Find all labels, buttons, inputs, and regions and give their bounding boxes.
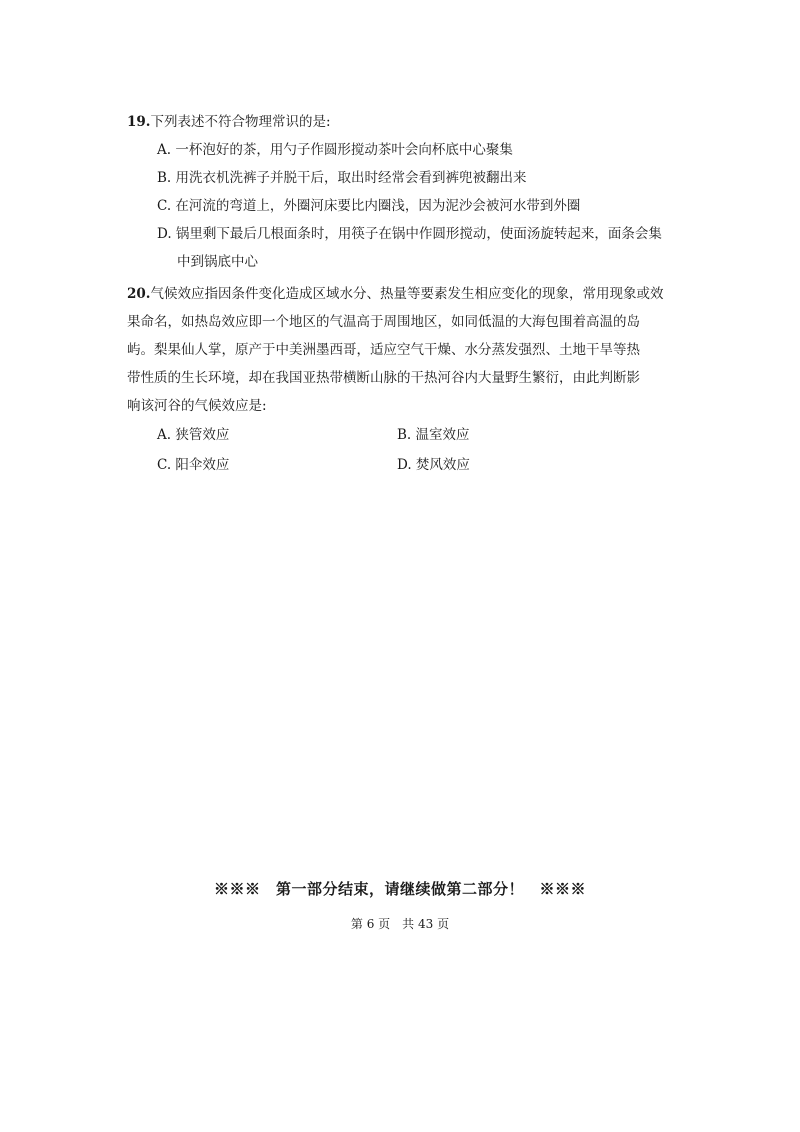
question-20-text-line-3: 屿。梨果仙人掌，原产于中美洲墨西哥，适应空气干燥、水分蒸发强烈、土地干旱等热 [127, 342, 640, 358]
question-20 [127, 280, 667, 480]
question-19-number: 19. [127, 114, 151, 130]
question-20-stem-line [127, 280, 667, 308]
question-19-stem [127, 108, 667, 136]
page-number-footer: 第 6 页 共 43 页 [350, 917, 450, 931]
question-19 [127, 108, 667, 276]
question-20-text-line-5: 响该河谷的气候效应是: [127, 398, 267, 414]
question-19-option-d: D. 锅里剩下最后几根面条时，用筷子在锅中作圆形搅动，使面汤旋转起来，面条会集 [157, 226, 662, 242]
question-20-option-b: B. 温室效应 [397, 427, 470, 443]
section-end-banner: ※※※ 第一部分结束，请继续做第二部分！ ※※※ [213, 880, 586, 898]
question-20-text-line-1: 气候效应指因条件变化造成区域水分、热量等要素发生相应变化的现象，常用现象或效 [150, 286, 664, 302]
question-19-option-d-continued: 中到锅底中心 [177, 254, 258, 270]
question-19-options [127, 136, 667, 276]
question-20-option-a: A. 狭管效应 [157, 427, 230, 443]
question-20-option-d: D. 焚风效应 [397, 457, 470, 473]
question-19-option-c: C. 在河流的弯道上，外圈河床要比内圈浅，因为泥沙会被河水带到外圈 [157, 198, 581, 214]
question-20-option-c: C. 阳伞效应 [157, 457, 230, 473]
question-20-text-line-4: 带性质的生长环境，却在我国亚热带横断山脉的干热河谷内大量野生繁衍，由此判断影 [127, 370, 640, 386]
question-19-text: 下列表述不符合物理常识的是: [150, 114, 331, 130]
question-19-option-a: A. 一杯泡好的茶，用勺子作圆形搅动茶叶会向杯底中心聚集 [157, 142, 513, 158]
question-20-text-line-2: 果命名，如热岛效应即一个地区的气温高于周围地区，如同低温的大海包围着高温的岛 [127, 314, 640, 330]
question-19-option-b: B. 用洗衣机洗裤子并脱干后，取出时经常会看到裤兜被翻出来 [157, 170, 527, 186]
question-20-stem [127, 280, 667, 420]
question-20-options [127, 420, 667, 480]
question-20-number: 20. [127, 286, 151, 302]
